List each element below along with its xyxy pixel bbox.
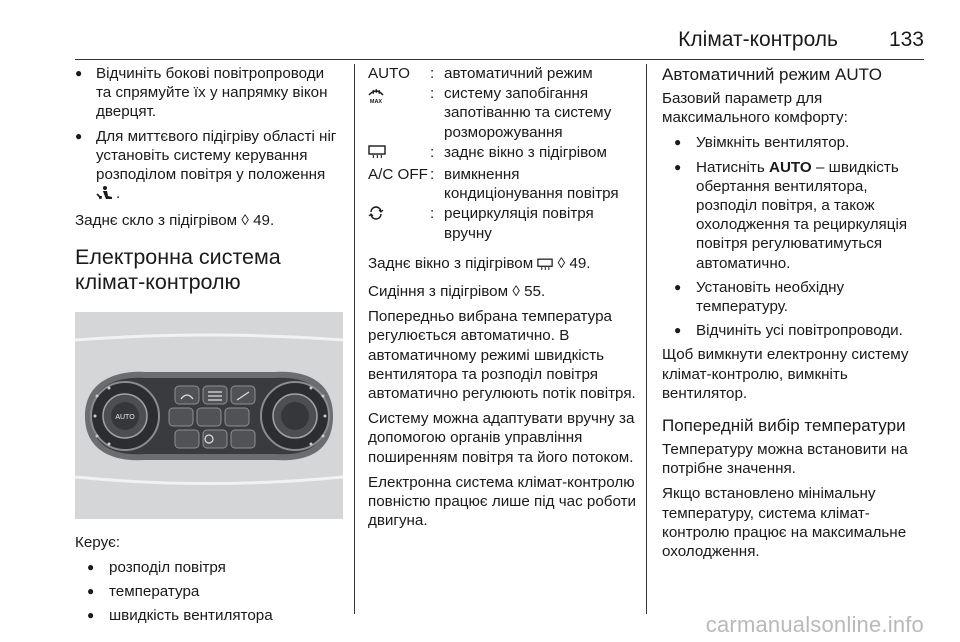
definition-row: AUTO : автоматичний режим: [368, 64, 638, 84]
top-bullets: [75, 64, 343, 206]
column-divider-2: [646, 64, 647, 614]
rear-window-heater-icon: [368, 145, 386, 164]
bullet-item: ● Відчиніть бокові повітропроводи та спрямуйте їх у напрямку вікон дверцят.: [75, 64, 343, 122]
page-number: 133: [888, 28, 924, 51]
definition-text: автоматичний режим: [444, 65, 593, 82]
controls-label: Керує:: [75, 533, 121, 551]
definition-row: : заднє вікно з підігрівом: [368, 143, 638, 165]
rear-window-heater-icon: [537, 257, 553, 276]
header-rule: [75, 59, 924, 60]
controls-list: [75, 558, 343, 626]
paragraph-engine: Електронна система клімат-контролю повністю працює лише під час роботи двигуна.: [368, 473, 637, 530]
column-divider-1: [354, 64, 355, 614]
column-3: [662, 64, 930, 567]
definition-symbol: A/C OFF: [368, 166, 428, 184]
header-title: Клімат-контроль: [678, 28, 838, 51]
heated-seats-ref: Сидіння з підігрівом ◊ 55.: [368, 283, 546, 301]
list-item: ● температура: [75, 582, 343, 601]
section-title: Електронна система клімат-контролю: [75, 244, 281, 294]
definition-symbol: AUTO: [368, 65, 410, 82]
definition-row: : рециркуляція повітря вручну: [368, 204, 638, 243]
reference-arrow-icon: ◊: [512, 283, 520, 301]
list-item: ● Установіть необхідну температуру.: [662, 278, 930, 316]
turn-off-paragraph: Щоб вимкнути електронну систему клімат-контролю, вимкніть вентилятор.: [662, 346, 909, 402]
list-item: ● розподіл повітря: [75, 558, 343, 577]
paragraph-manual: Систему можна адаптувати вручну за допомогою органів управління поширенням повітря та його потоком.: [368, 410, 635, 466]
bullet-item: ● Для миттєвого підігріву області ніг установіть систему керування розподілом повітря у положення .: [75, 127, 343, 207]
auto-steps: [662, 133, 930, 340]
reference-arrow-icon: ◊: [241, 212, 249, 230]
definition-text: систему запобігання запотіванню та систему розморожування: [444, 85, 612, 141]
definition-text: рециркуляція повітря вручну: [444, 205, 594, 242]
svg-text:MAX: MAX: [369, 99, 383, 105]
definition-text: заднє вікно з підігрівом: [444, 143, 607, 161]
button-definitions: [368, 64, 638, 244]
list-item: ● Увімкніть вентилятор.: [662, 133, 930, 152]
list-item: ● Натисніть AUTO – швидкість обертання вентилятора, розподіл повітря, а також охолодження та рециркуляція повітря регулюватимуться автоматично.: [662, 158, 930, 273]
list-item: ● швидкість вентилятора: [75, 606, 343, 625]
list-item: ● Відчиніть усі повітропроводи.: [662, 321, 930, 340]
climate-panel-illustration: [75, 312, 343, 519]
preset-paragraph-2: Якщо встановлено мінімальну температуру, система клімат-контролю працює на максимальне охолодження.: [662, 485, 907, 561]
front-defrost-max-icon: [368, 86, 384, 109]
paragraph-preselected: Попередньо вибрана температура регулюється автоматично. В автоматичному режимі швидкість вентилятора та розподіл повітря автоматично регулюють потік повітря.: [368, 308, 636, 403]
definition-text: вимкнення кондиціонування повітря: [444, 166, 619, 203]
reference-arrow-icon: ◊: [557, 254, 566, 272]
rear-glass-ref: Заднє скло з підігрівом ◊ 49.: [75, 212, 275, 230]
auto-intro: Базовий параметр для максимального комфорту:: [662, 90, 848, 127]
definition-row: A/C OFF : вимкнення кондиціонування повітря: [368, 165, 638, 204]
preset-temperature-title: Попередній вибір температури: [662, 416, 906, 436]
auto-mode-title: Автоматичний режим AUTO: [662, 65, 882, 84]
watermark: carmanualsonline.info: [705, 612, 924, 637]
air-recirculation-icon: [368, 206, 384, 225]
rear-window-ref: Заднє вікно з підігрівом ◊ 49.: [368, 254, 638, 276]
auto-key-label: AUTO: [768, 158, 812, 176]
column-1: [75, 64, 343, 630]
floor-air-distribution-icon: [96, 185, 116, 206]
column-2: [368, 64, 638, 536]
knob-auto-label: AUTO: [115, 413, 135, 421]
definition-row: MAX : систему запобігання запотіванню та систему розморожування: [368, 84, 638, 143]
preset-paragraph-1: Температуру можна встановити на потрібне значення.: [662, 441, 908, 478]
page-header: [75, 26, 924, 58]
climate-control-panel-figure: [75, 312, 343, 519]
